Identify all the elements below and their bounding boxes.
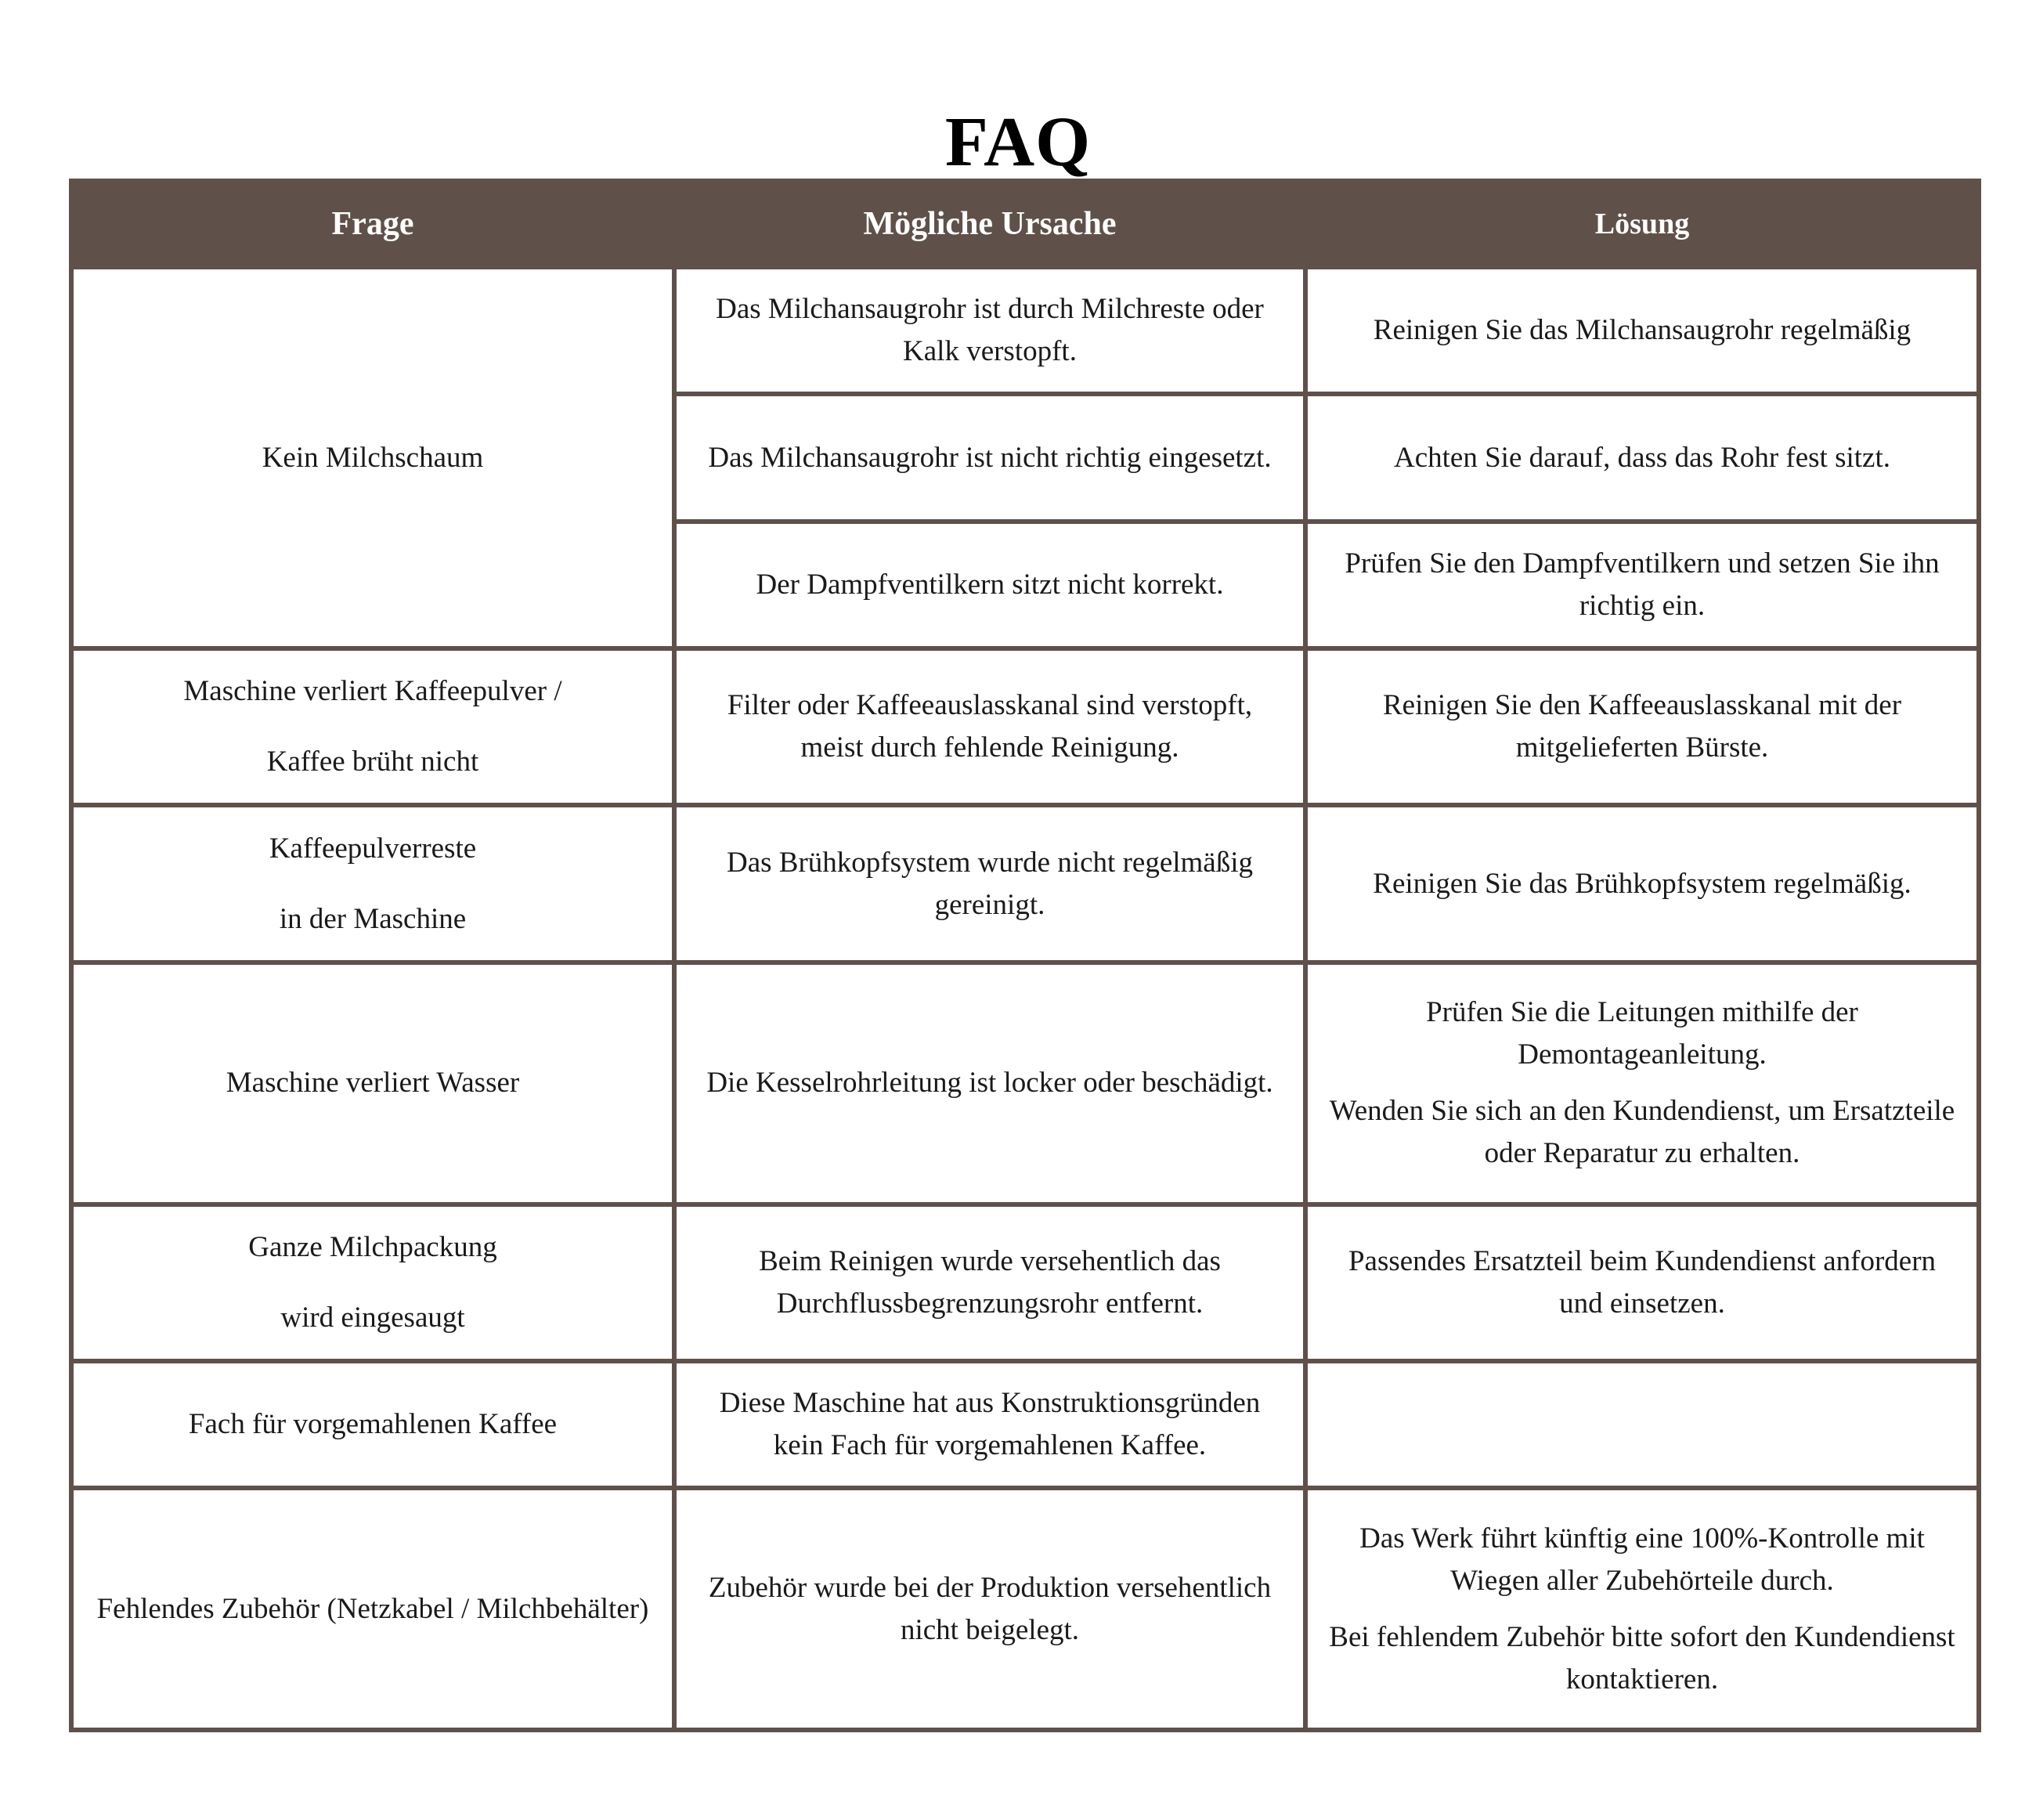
solution-cell (1305, 805, 1979, 962)
cause-cell: Das Brühkopfsystem wurde nicht regelmäßig gereinigt. (674, 805, 1305, 962)
solution-text: Prüfen Sie den Dampfventilkern und setzen Sie ihn richtig ein. (1345, 547, 1940, 622)
solution-text: Achten Sie darauf, dass das Rohr fest sitzt. (1394, 441, 1890, 474)
solution-cell (1305, 522, 1979, 648)
cause-cell: Der Dampfventilkern sitzt nicht korrekt. (674, 522, 1305, 648)
cause-cell: Die Kesselrohrleitung ist locker oder beschädigt. (674, 962, 1305, 1204)
question-text: in der Maschine (279, 902, 467, 935)
question-cell (71, 267, 674, 648)
question-cell (71, 1361, 674, 1488)
cause-cell: Das Milchansaugrohr ist nicht richtig eingesetzt. (674, 394, 1305, 521)
solution-cell (1305, 962, 1979, 1204)
solution-cell (1305, 1204, 1979, 1361)
question-text: Kaffeepulverreste (269, 832, 477, 865)
table-row (71, 1488, 1979, 1730)
solution-text: Bei fehlendem Zubehör bitte sofort den Kundendienst kontaktieren. (1329, 1620, 1955, 1695)
table-row (71, 1361, 1979, 1488)
solution-cell (1305, 1361, 1979, 1488)
column-header-solution: Lösung (1305, 181, 1979, 267)
cause-cell: Das Milchansaugrohr ist durch Milchreste oder Kalk verstopft. (674, 267, 1305, 394)
solution-text: Reinigen Sie das Brühkopfsystem regelmäßig. (1373, 867, 1911, 900)
table-row (71, 267, 1979, 394)
question-text: Kaffee brüht nicht (266, 746, 479, 778)
page-title: FAQ (944, 103, 1092, 182)
cause-cell: Diese Maschine hat aus Konstruktionsgründen kein Fach für vorgemahlenen Kaffee. (674, 1361, 1305, 1488)
solution-text: Wenden Sie sich an den Kundendienst, um Ersatzteile oder Reparatur zu erhalten. (1329, 1095, 1955, 1170)
solution-cell (1305, 1488, 1979, 1730)
solution-cell (1305, 648, 1979, 805)
question-text: Maschine verliert Wasser (226, 1067, 520, 1100)
question-cell (71, 805, 674, 962)
column-header-cause: Mögliche Ursache (674, 181, 1305, 267)
solution-text: Reinigen Sie den Kaffeeauslasskanal mit der mitgelieferten Bürste. (1382, 689, 1902, 764)
solution-cell (1305, 394, 1979, 521)
question-cell (71, 1204, 674, 1361)
solution-text: Reinigen Sie das Milchansaugrohr regelmäßig (1373, 314, 1911, 347)
question-text: Fehlendes Zubehör (Netzkabel / Milchbehälter) (96, 1592, 649, 1625)
cause-cell: Filter oder Kaffeeauslasskanal sind verstopft, meist durch fehlende Reinigung. (674, 648, 1305, 805)
table-row (71, 805, 1979, 962)
solution-cell (1305, 267, 1979, 394)
solution-text: Das Werk führt künftig eine 100%-Kontrolle mit Wiegen aller Zubehörteile durch. (1359, 1522, 1925, 1597)
faq-table (69, 179, 1981, 1732)
table-row (71, 962, 1979, 1204)
column-header-question: Frage (71, 181, 674, 267)
cause-cell: Zubehör wurde bei der Produktion versehentlich nicht beigelegt. (674, 1488, 1305, 1730)
question-text: wird eingesaugt (280, 1301, 465, 1334)
question-text: Ganze Milchpackung (248, 1230, 497, 1263)
question-text: Maschine verliert Kaffeepulver / (183, 675, 562, 708)
question-text: Fach für vorgemahlenen Kaffee (188, 1408, 558, 1441)
solution-text: Passendes Ersatzteil beim Kundendienst anfordern und einsetzen. (1348, 1244, 1937, 1320)
question-text: Kein Milchschaum (262, 441, 484, 474)
solution-text: Prüfen Sie die Leitungen mithilfe der Demontageanleitung. (1426, 996, 1858, 1071)
question-cell (71, 648, 674, 805)
cause-cell: Beim Reinigen wurde versehentlich das Durchflussbegrenzungsrohr entfernt. (674, 1204, 1305, 1361)
table-header-row (71, 181, 1979, 267)
table-row (71, 1204, 1979, 1361)
question-cell (71, 1488, 674, 1730)
question-cell (71, 962, 674, 1204)
table-row (71, 648, 1979, 805)
